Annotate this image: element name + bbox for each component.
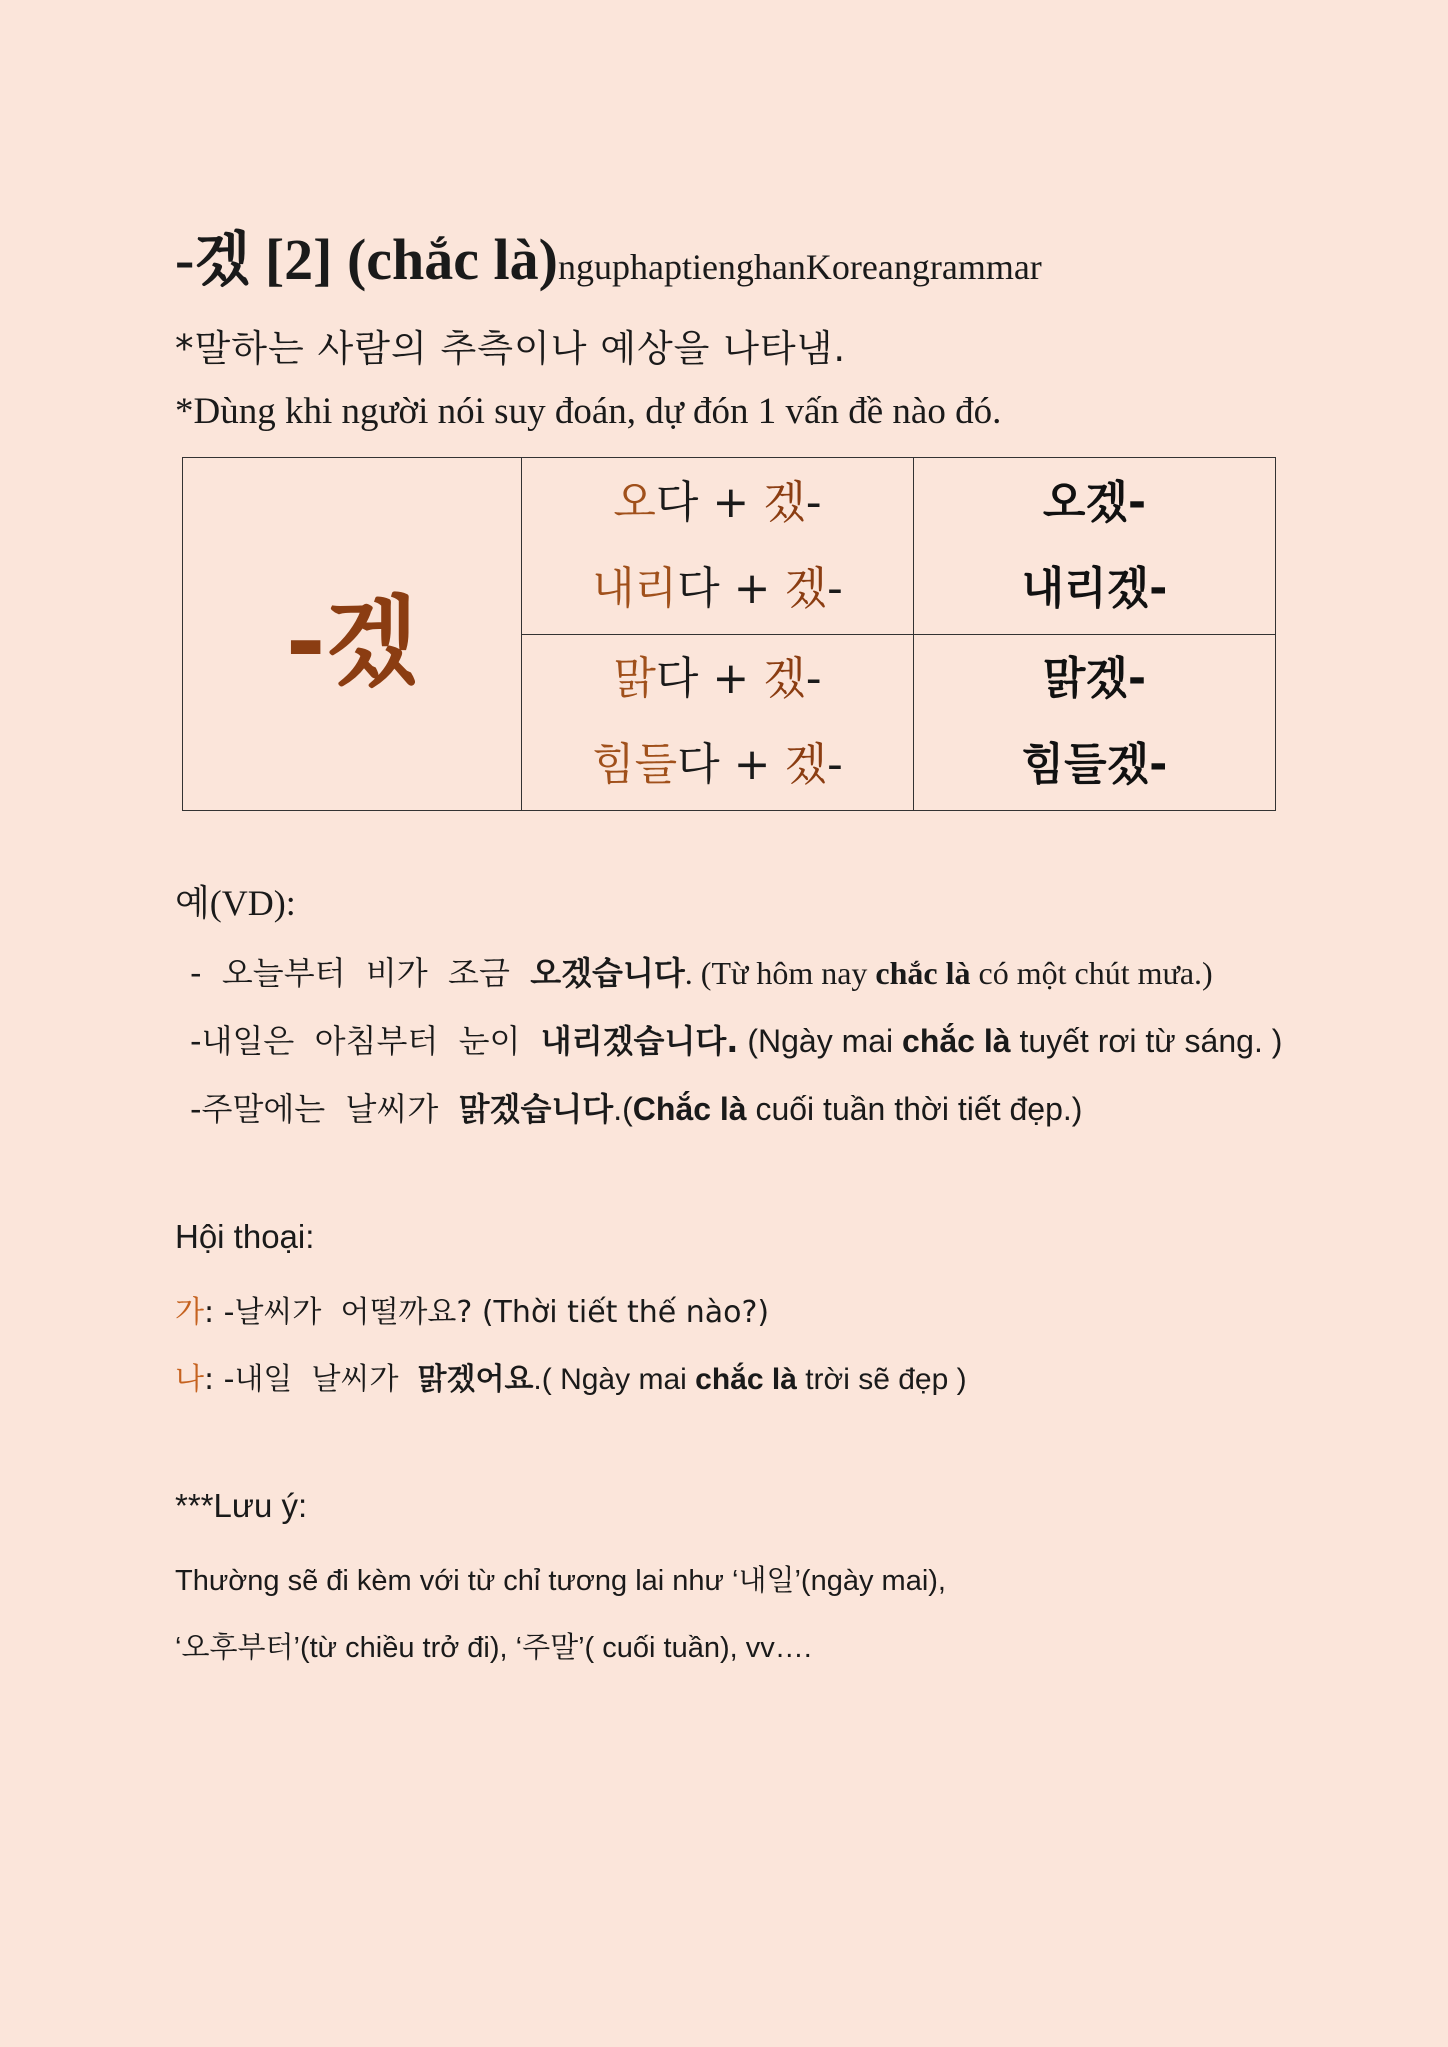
grammar-pattern-cell: -겠: [183, 458, 522, 811]
speaker-label: 가: [175, 1295, 204, 1330]
title-subtitle: nguphaptienghanKoreangrammar: [557, 247, 1042, 287]
result-line: 맑겠-: [1042, 653, 1147, 705]
combination-line: 힘들다 + 겠-: [592, 739, 843, 791]
result-cell: [914, 634, 1276, 811]
note-text: Thường sẽ đi kèm với từ chỉ tương lai như ‘내일’(ngày mai),: [175, 1565, 946, 1597]
conjugation-table: [182, 457, 1276, 811]
combination-line: 오다 + 겠-: [613, 476, 822, 528]
definition-korean: *말하는 사람의 추측이나 예상을 나타냄.: [175, 327, 847, 370]
combination-cell: [522, 458, 914, 635]
page-title: [175, 212, 1042, 296]
speaker-label: 나: [175, 1362, 204, 1397]
result-line: 오겠-: [1042, 476, 1147, 528]
dialogue-line: 가: -날씨가 어떨까요? (Thời tiết thế nào?): [175, 1295, 770, 1330]
examples-heading: 예(VD):: [175, 883, 296, 924]
note-heading: ***Lưu ý:: [175, 1487, 308, 1524]
example-sentence: -내일은 아침부터 눈이 내리겠습니다. (Ngày mai chắc là tuyết rơi từ sáng. ): [190, 1022, 1283, 1060]
result-cell: [914, 458, 1276, 635]
example-sentence: - 오늘부터 비가 조금 오겠습니다. (Từ hôm nay chắc là có một chút mưa.): [190, 954, 1213, 992]
combination-line: 맑다 + 겠-: [613, 653, 822, 705]
result-line: 내리겠-: [1021, 562, 1168, 614]
conversation-heading: Hội thoại:: [175, 1218, 315, 1255]
title-main: -겠 [2] (chắc là): [175, 227, 558, 292]
result-line: 힘들겠-: [1021, 739, 1168, 791]
definition-vietnamese: *Dùng khi người nói suy đoán, dự đón 1 vấn đề nào đó.: [175, 391, 1002, 432]
combination-cell: [522, 634, 914, 811]
note-text: ‘오후부터’(từ chiều trở đi), ‘주말’( cuối tuần), vv….: [175, 1632, 812, 1664]
example-sentence: -주말에는 날씨가 맑겠습니다.(Chắc là cuối tuần thời tiết đẹp.): [190, 1090, 1083, 1128]
dialogue-line: 나: -내일 날씨가 맑겠어요.( Ngày mai chắc là trời sẽ đẹp ): [175, 1362, 967, 1397]
combination-line: 내리다 + 겠-: [592, 562, 843, 614]
